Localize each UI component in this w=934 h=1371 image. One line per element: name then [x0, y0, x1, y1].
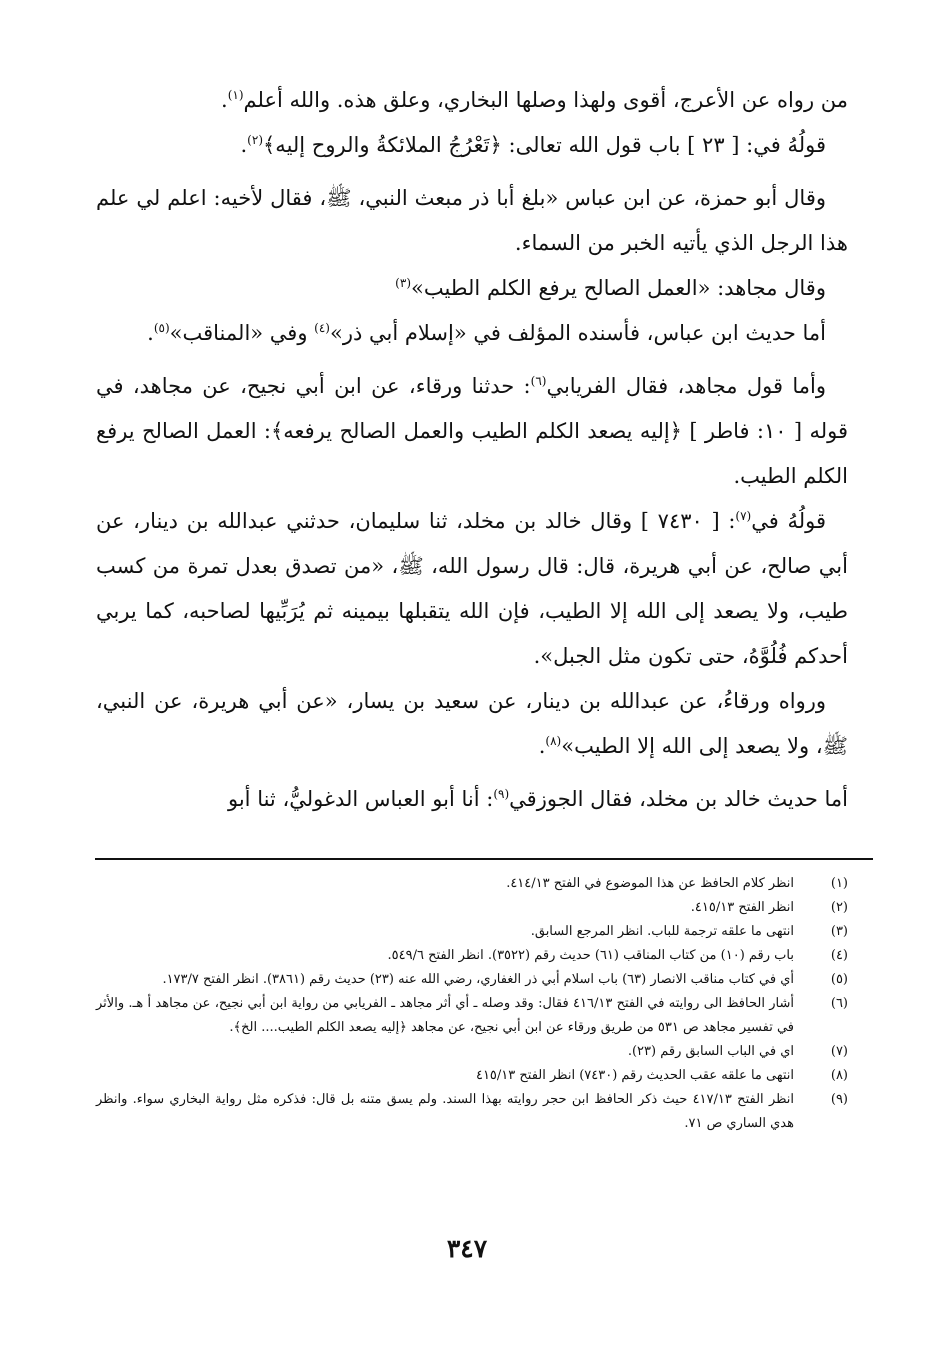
paragraph-2	[96, 123, 848, 168]
paragraph-text: أما حديث ابن عباس، فأسنده المؤلف في «إسلام أبي ذر»	[329, 321, 826, 345]
footnote-ref: (٨)	[545, 734, 562, 748]
footnote-3	[96, 920, 848, 944]
footnote-text: انظر كلام الحافظ عن هذا الموضوع في الفتح ٤١٤/١٣.	[506, 876, 794, 891]
footnote-ref: (٦)	[530, 374, 547, 388]
footnote-ref: (٤)	[314, 321, 330, 335]
footnote-number: (٥)	[830, 972, 848, 987]
main-text	[96, 78, 848, 822]
footnote-ref: (٢)	[247, 133, 263, 147]
paragraph-text: ورواه ورقاءُ، عن عبدالله بن دينار، عن سعيد بن يسار، «عن أبي هريرة، عن النبي، ﷺ، ولا يصعد إلى الله إلا الطيب»	[96, 689, 848, 758]
paragraph-3: وقال أبو حمزة، عن ابن عباس «بلغ أبا ذر مبعث النبي، ﷺ، فقال لأخيه: اعلم لي علم هذا الرجل الذي يأتيه الخبر من السماء.	[96, 186, 848, 255]
footnote-text: انظر الفتح ٤١٧/١٣ حيث ذكر الحافظ ابن حجر روايته بهذا السند. ولم يسق متنه بل قال: فذكره مثل رواية البخاري سواء. وانظر هدي الساري ص ٧١.	[96, 1092, 795, 1131]
paragraph-9	[96, 777, 848, 822]
paragraph-text: من رواه عن الأعرج، أقوى ولهذا وصلها البخاري، وعلق هذه. والله أعلم	[243, 88, 848, 112]
paragraph-end: .	[147, 321, 154, 345]
footnotes	[96, 872, 848, 1136]
paragraph-8	[96, 679, 848, 769]
paragraph-6	[96, 364, 848, 499]
footnote-ref: (٧)	[735, 509, 752, 523]
paragraph-text: وقال مجاهد: «العمل الصالح يرفع الكلم الطيب»	[411, 276, 826, 300]
footnote-text: أي في كتاب مناقب الانصار (٦٣) باب اسلام أبي ذر الغفاري، رضي الله عنه (٢٣) حديث رقم (٣٨٦١). انظر الفتح ١٧٣/٧.	[162, 972, 794, 987]
footnote-ref: (٣)	[395, 276, 411, 290]
paragraph-end: .	[538, 734, 546, 758]
paragraph-text: وفي «المناقب»	[169, 321, 315, 345]
paragraph-1	[96, 78, 848, 123]
footnote-text: انتهى ما علقه عقب الحديث رقم (٧٤٣٠) انظر الفتح ٤١٥/١٣	[475, 1068, 794, 1083]
footnote-8	[96, 1064, 848, 1088]
footnote-text: أشار الحافظ الى روايته في الفتح ٤١٦/١٣ فقال: وقد وصله ـ أي أثر مجاهد ـ الفريابي من رواية ابن أبي نجيح، عن مجاهد أ هـ. والأثر في تفسير مجاهد ص ٥٣١ من طريق ورقاء عن ابن أبي نجيح، عن مجاهد ﴿إليه يصعد الكلم الطيب.... الخ﴾.	[96, 996, 794, 1035]
footnote-text: انظر الفتح ٤١٥/١٣.	[690, 900, 794, 915]
footnote-text: باب رقم (١٠) من كتاب المناقب (٦١) حديث رقم (٣٥٢٢). انظر الفتح ٥٤٩/٦.	[387, 948, 794, 963]
paragraph-end: .	[221, 88, 228, 112]
footnote-4	[96, 944, 848, 968]
footnote-1	[96, 872, 848, 896]
footnote-number: (١)	[830, 876, 848, 891]
footnote-text: انتهى ما علقه ترجمة للباب. انظر المرجع السابق.	[530, 924, 794, 939]
footnote-ref: (٥)	[153, 321, 170, 335]
footnote-separator	[95, 858, 873, 860]
footnote-number: (٢)	[830, 900, 848, 915]
footnote-number: (٩)	[830, 1092, 848, 1107]
paragraph-text: وأما قول مجاهد، فقال الفريابي	[546, 374, 826, 398]
footnote-ref: (١)	[227, 88, 244, 102]
footnote-5	[96, 968, 848, 992]
paragraph-4	[96, 266, 848, 311]
footnote-number: (٤)	[830, 948, 848, 963]
footnote-2	[96, 896, 848, 920]
footnote-number: (٧)	[830, 1044, 848, 1059]
page-number: ٣٤٧	[446, 1234, 488, 1263]
footnote-9	[96, 1088, 848, 1136]
paragraph-text: قولُهُ في: [ ٢٣ ] باب قول الله تعالى: ﴿تَعْرُجُ الملائكةُ والروح إليه﴾	[263, 133, 826, 157]
paragraph-7	[96, 499, 848, 679]
paragraph-text: : [ ٧٤٣٠ ] وقال خالد بن مخلد، ثنا سليمان، حدثني عبدالله بن دينار، عن أبي صالح، عن أبي هريرة، قال: قال رسول الله، ﷺ، «من تصدق بعدل تمرة من كسب طيب، ولا يصعد إلى الله إلا الطيب، فإن الله يتقبلها بيمينه ثم يُرَبِّيها لصاحبه، كما يربي أحدكم فُلُوَّهُ، حتى تكون مثل الجبل».	[96, 509, 848, 668]
paragraph-text: قولُهُ في	[751, 509, 826, 533]
footnote-ref: (٩)	[493, 787, 510, 801]
footnote-6	[96, 992, 848, 1040]
footnote-number: (٨)	[830, 1068, 848, 1083]
footnote-7	[96, 1040, 848, 1064]
footnote-number: (٦)	[830, 996, 848, 1011]
paragraph-5	[96, 311, 848, 356]
paragraph-text: : حدثنا ورقاء، عن ابن أبي نجيح، عن مجاهد، في قوله [ ١٠: فاطر ] ﴿إليه يصعد الكلم الطيب والعمل الصالح يرفعه﴾: العمل الصالح يرفع الكلم الطيب.	[96, 374, 848, 488]
footnote-number: (٣)	[830, 924, 848, 939]
footnote-text: اي في الباب السابق رقم (٢٣).	[627, 1044, 794, 1059]
paragraph-end: .	[240, 133, 248, 157]
paragraph-text: أما حديث خالد بن مخلد، فقال الجوزقي	[509, 787, 848, 811]
paragraph-text: : أنا أبو العباس الدغوليُّ، ثنا أبو	[227, 787, 494, 811]
